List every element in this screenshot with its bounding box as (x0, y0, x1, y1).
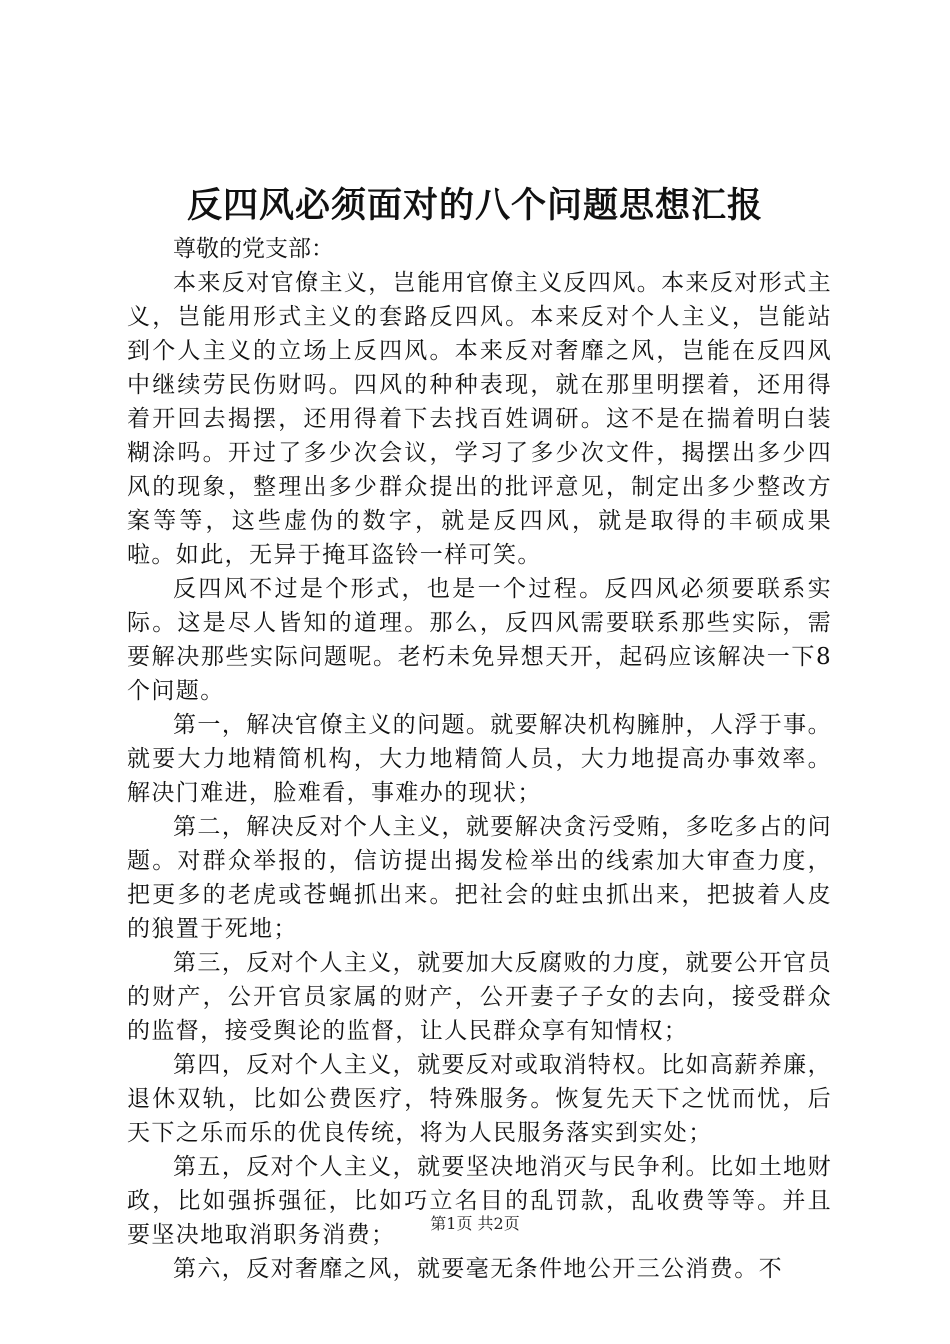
paragraph-point-6: 第六，反对奢靡之风，就要毫无条件地公开三公消费。不 (173, 1256, 783, 1282)
paragraph-point-2: 第二，解决反对个人主义，就要解决贪污受贿，多吃多占的问题。对群众举报的，信访提出揭发检举出的线索加大审查力度，把更多的老虎或苍蝇抓出来。把社会的蛀虫抓出来，把披着人皮的狼置于死地； (127, 814, 832, 942)
paragraph-context: 反四风不过是个形式，也是一个过程。反四风必须要联系实际。这是尽人皆知的道理。那么，反四风需要联系那些实际，需要解决那些实际问题呢。老朽未免异想天开，起码应该解决一下8个问题。 (127, 576, 832, 704)
paragraph-point-4: 第四，反对个人主义，就要反对或取消特权。比如高薪养廉，退休双轨，比如公费医疗，特殊服务。恢复先天下之忧而忧，后天下之乐而乐的优良传统，将为人民服务落实到实处； (127, 1052, 832, 1146)
paragraph-point-5: 第五，反对个人主义，就要坚决地消灭与民争利。比如土地财政，比如强拆强征，比如巧立名目的乱罚款，乱收费等等。并且要坚决地取消职务消费； (127, 1154, 832, 1248)
document-body (127, 232, 832, 1286)
paragraph-point-3: 第三，反对个人主义，就要加大反腐败的力度，就要公开官员的财产，公开官员家属的财产，公开妻子子女的去向，接受群众的监督，接受舆论的监督，让人民群众享有知情权； (127, 950, 832, 1044)
page-number-footer: 第1页 共2页 (430, 1214, 520, 1233)
paragraph-point-1: 第一，解决官僚主义的问题。就要解决机构臃肿，人浮于事。就要大力地精简机构，大力地精简人员，大力地提高办事效率。解决门难进，脸难看，事难办的现状； (127, 712, 832, 806)
document-title: 反四风必须面对的八个问题思想汇报 (186, 185, 763, 226)
paragraph-intro: 本来反对官僚主义，岂能用官僚主义反四风。本来反对形式主义，岂能用形式主义的套路反四风。本来反对个人主义，岂能站到个人主义的立场上反四风。本来反对奢靡之风，岂能在反四风中继续劳民伤财吗。四风的种种表现，就在那里明摆着，还用得着开回去揭摆，还用得着下去找百姓调研。这不是在揣着明白装糊涂吗。开过了多少次会议，学习了多少次文件，揭摆出多少四风的现象，整理出多少群众提出的批评意见，制定出多少整改方案等等，这些虚伪的数字，就是反四风，就是取得的丰硕成果啦。如此，无异于掩耳盗铃一样可笑。 (127, 270, 832, 568)
salutation: 尊敬的党支部： (173, 236, 334, 262)
